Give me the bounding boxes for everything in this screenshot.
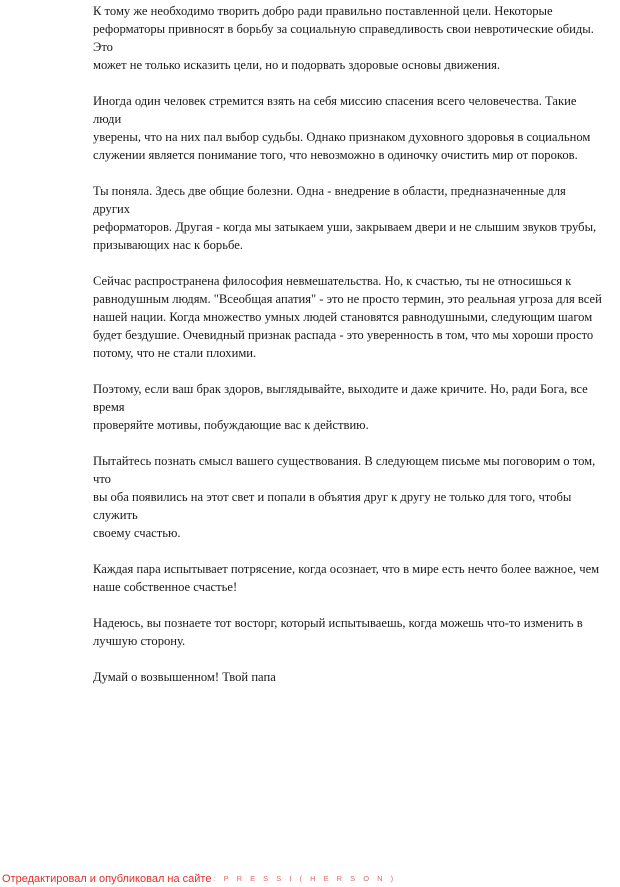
- paragraph-3: Ты поняла. Здесь две общие болезни. Одна - внедрение в области, предназначенные для других реформаторов. Другая - когда мы затыкаем уши, закрываем двери и не слышим звуков трубы, призывающих нас к борьбе.: [93, 184, 597, 252]
- paragraph-1: К тому же необходимо творить добро ради правильно поставленной цели. Некоторые реформаторы привносят в борьбу за социальную справедливость свои невротические обиды. Это может не только исказить цели, но и подорвать здоровые основы движения.: [93, 4, 594, 72]
- paragraph-5: Поэтому, если ваш брак здоров, выглядывайте, выходите и даже кричите. Но, ради Бога, все время проверяйте мотивы, побуждающие вас к действию.: [93, 382, 588, 432]
- footer-credit-text: Отредактировал и опубликовал на сайте: [2, 873, 212, 885]
- footer-credit: [2, 872, 396, 886]
- document-body: [93, 2, 605, 704]
- closing-signature: Думай о возвышенном! Твой папа: [93, 670, 276, 684]
- paragraph-6: Пытайтесь познать смысл вашего существования. В следующем письме мы поговорим о том, что вы оба появились на этот свет и попали в объятия друг к другу не только для того, чтобы служить своему счастью.: [93, 454, 596, 540]
- paragraph-7: Каждая пара испытывает потрясение, когда осознает, что в мире есть нечто более важное, чем наше собственное счастье!: [93, 562, 600, 594]
- paragraph-2: Иногда один человек стремится взять на себя миссию спасения всего человечества. Такие люди уверены, что на них пал выбор судьбы. Однако признаком духовного здоровья в социальном служении является понимание того, что невозможно в одиночку очистить мир от пороков.: [93, 94, 591, 162]
- paragraph-4: Сейчас распространена философия невмешательства. Но, к счастью, ты не относишься к равнодушным людям. "Всеобщая апатия" - это не просто термин, это реальная угроза для всей нашей нации. Когда множество умных людей становятся равнодушными, следующим шагом будет бездушие. Очевидный признак распада - это уверенность в том, что мы хороши просто потому, что не стали плохими.: [93, 274, 602, 360]
- paragraph-8: Надеюсь, вы познаете тот восторг, который испытываешь, когда можешь что-то изменить в лучшую сторону.: [93, 616, 583, 648]
- footer-site-link[interactable]: : P R E S S I ( H E R S O N ): [213, 874, 397, 883]
